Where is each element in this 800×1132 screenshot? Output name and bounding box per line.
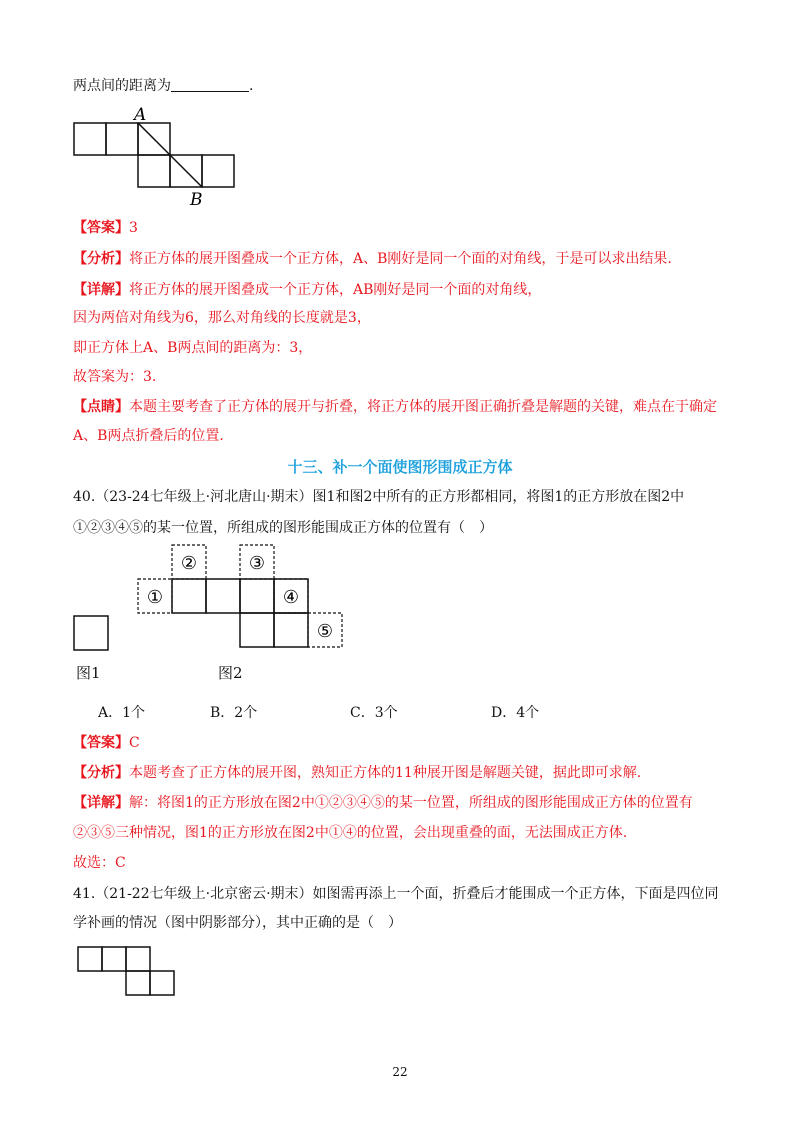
q39-comment-1: 【点睛】本题主要考查了正方体的展开与折叠，将正方体的展开图正确折叠是解题的关键，难点在于确定: [73, 399, 717, 415]
q41-cube-net-figure: [74, 945, 180, 999]
slot-2-label: ②: [180, 553, 198, 574]
q40-source: （23-24七年级上·河北唐山·期末）: [95, 489, 313, 505]
point-a-label: A: [134, 105, 147, 125]
fig2-label: 图2: [218, 664, 243, 682]
answer-blank: [171, 77, 249, 92]
q39-prompt-text: 两点间的距离为: [73, 78, 171, 94]
page-number: 22: [392, 1065, 408, 1079]
q39-cube-net-figure: [70, 104, 240, 208]
q40-detail-1: 【详解】解：将图1的正方形放在图2中①②③④⑤的某一位置，所组成的图形能围成正方体的位置有: [73, 795, 693, 811]
q40-stem-1: 40.（23-24七年级上·河北唐山·期末）图1和图2中所有的正方形都相同，将图1的正方形放在图2中: [73, 489, 685, 505]
choice-a: A．1个: [98, 705, 146, 721]
slot-5-label: ⑤: [316, 621, 334, 642]
q39-detail-1: 【详解】将正方体的展开图叠成一个正方体，AB刚好是同一个面的对角线，: [73, 282, 542, 298]
q39-analysis: 【分析】将正方体的展开图叠成一个正方体，A、B刚好是同一个面的对角线，于是可以求出结果.: [73, 251, 672, 267]
fig1-label: 图1: [76, 664, 101, 682]
q41-source: （21-22七年级上·北京密云·期末）: [95, 886, 313, 902]
q40-answer: 【答案】C: [73, 735, 140, 751]
q39-detail-4: 故答案为：3.: [73, 369, 157, 385]
q40-analysis: 【分析】本题考查了正方体的展开图，熟知正方体的11种展开图是解题关键，据此即可求解.: [73, 765, 642, 781]
q39-answer: 【答案】3: [73, 220, 138, 236]
q39-detail-2: 因为两倍对角线为6，那么对角线的长度就是3，: [73, 310, 371, 326]
q40-detail-2: ②③⑤三种情况，图1的正方形放在图2中①④的位置，会出现重叠的面，无法围成正方体.: [73, 825, 628, 841]
q40-number: 40.: [73, 489, 96, 505]
q40-final: 故选：C: [73, 855, 126, 871]
q41-stem-1: 41.（21-22七年级上·北京密云·期末）如图需再添上一个面，折叠后才能围成一个正方体，下面是四位同: [73, 886, 719, 902]
q40-stem-2: ①②③④⑤的某一位置，所组成的图形能围成正方体的位置有（ ）: [73, 520, 493, 536]
q39-prompt-end: .: [249, 78, 254, 94]
q39-detail-3: 即正方体上A、B两点间的距离为：3，: [73, 340, 313, 356]
q39-comment-2: A、B两点折叠后的位置.: [73, 428, 224, 444]
slot-1-label: ①: [146, 587, 164, 608]
choice-d: D．4个: [491, 705, 540, 721]
choice-c: C．3个: [350, 705, 398, 721]
slot-3-label: ③: [248, 553, 266, 574]
slot-4-label: ④: [282, 587, 300, 608]
q41-stem-2: 学补画的情况（图中阴影部分），其中正确的是（ ）: [73, 915, 402, 931]
q41-number: 41.: [73, 886, 96, 902]
q40-figure-2: [134, 543, 348, 651]
choice-b: B．2个: [210, 705, 258, 721]
point-b-label: B: [190, 190, 203, 210]
q40-figure-1: [72, 614, 112, 654]
section-heading: 十三、补一个面使图形围成正方体: [287, 458, 513, 476]
q39-prompt-tail: [73, 76, 253, 96]
